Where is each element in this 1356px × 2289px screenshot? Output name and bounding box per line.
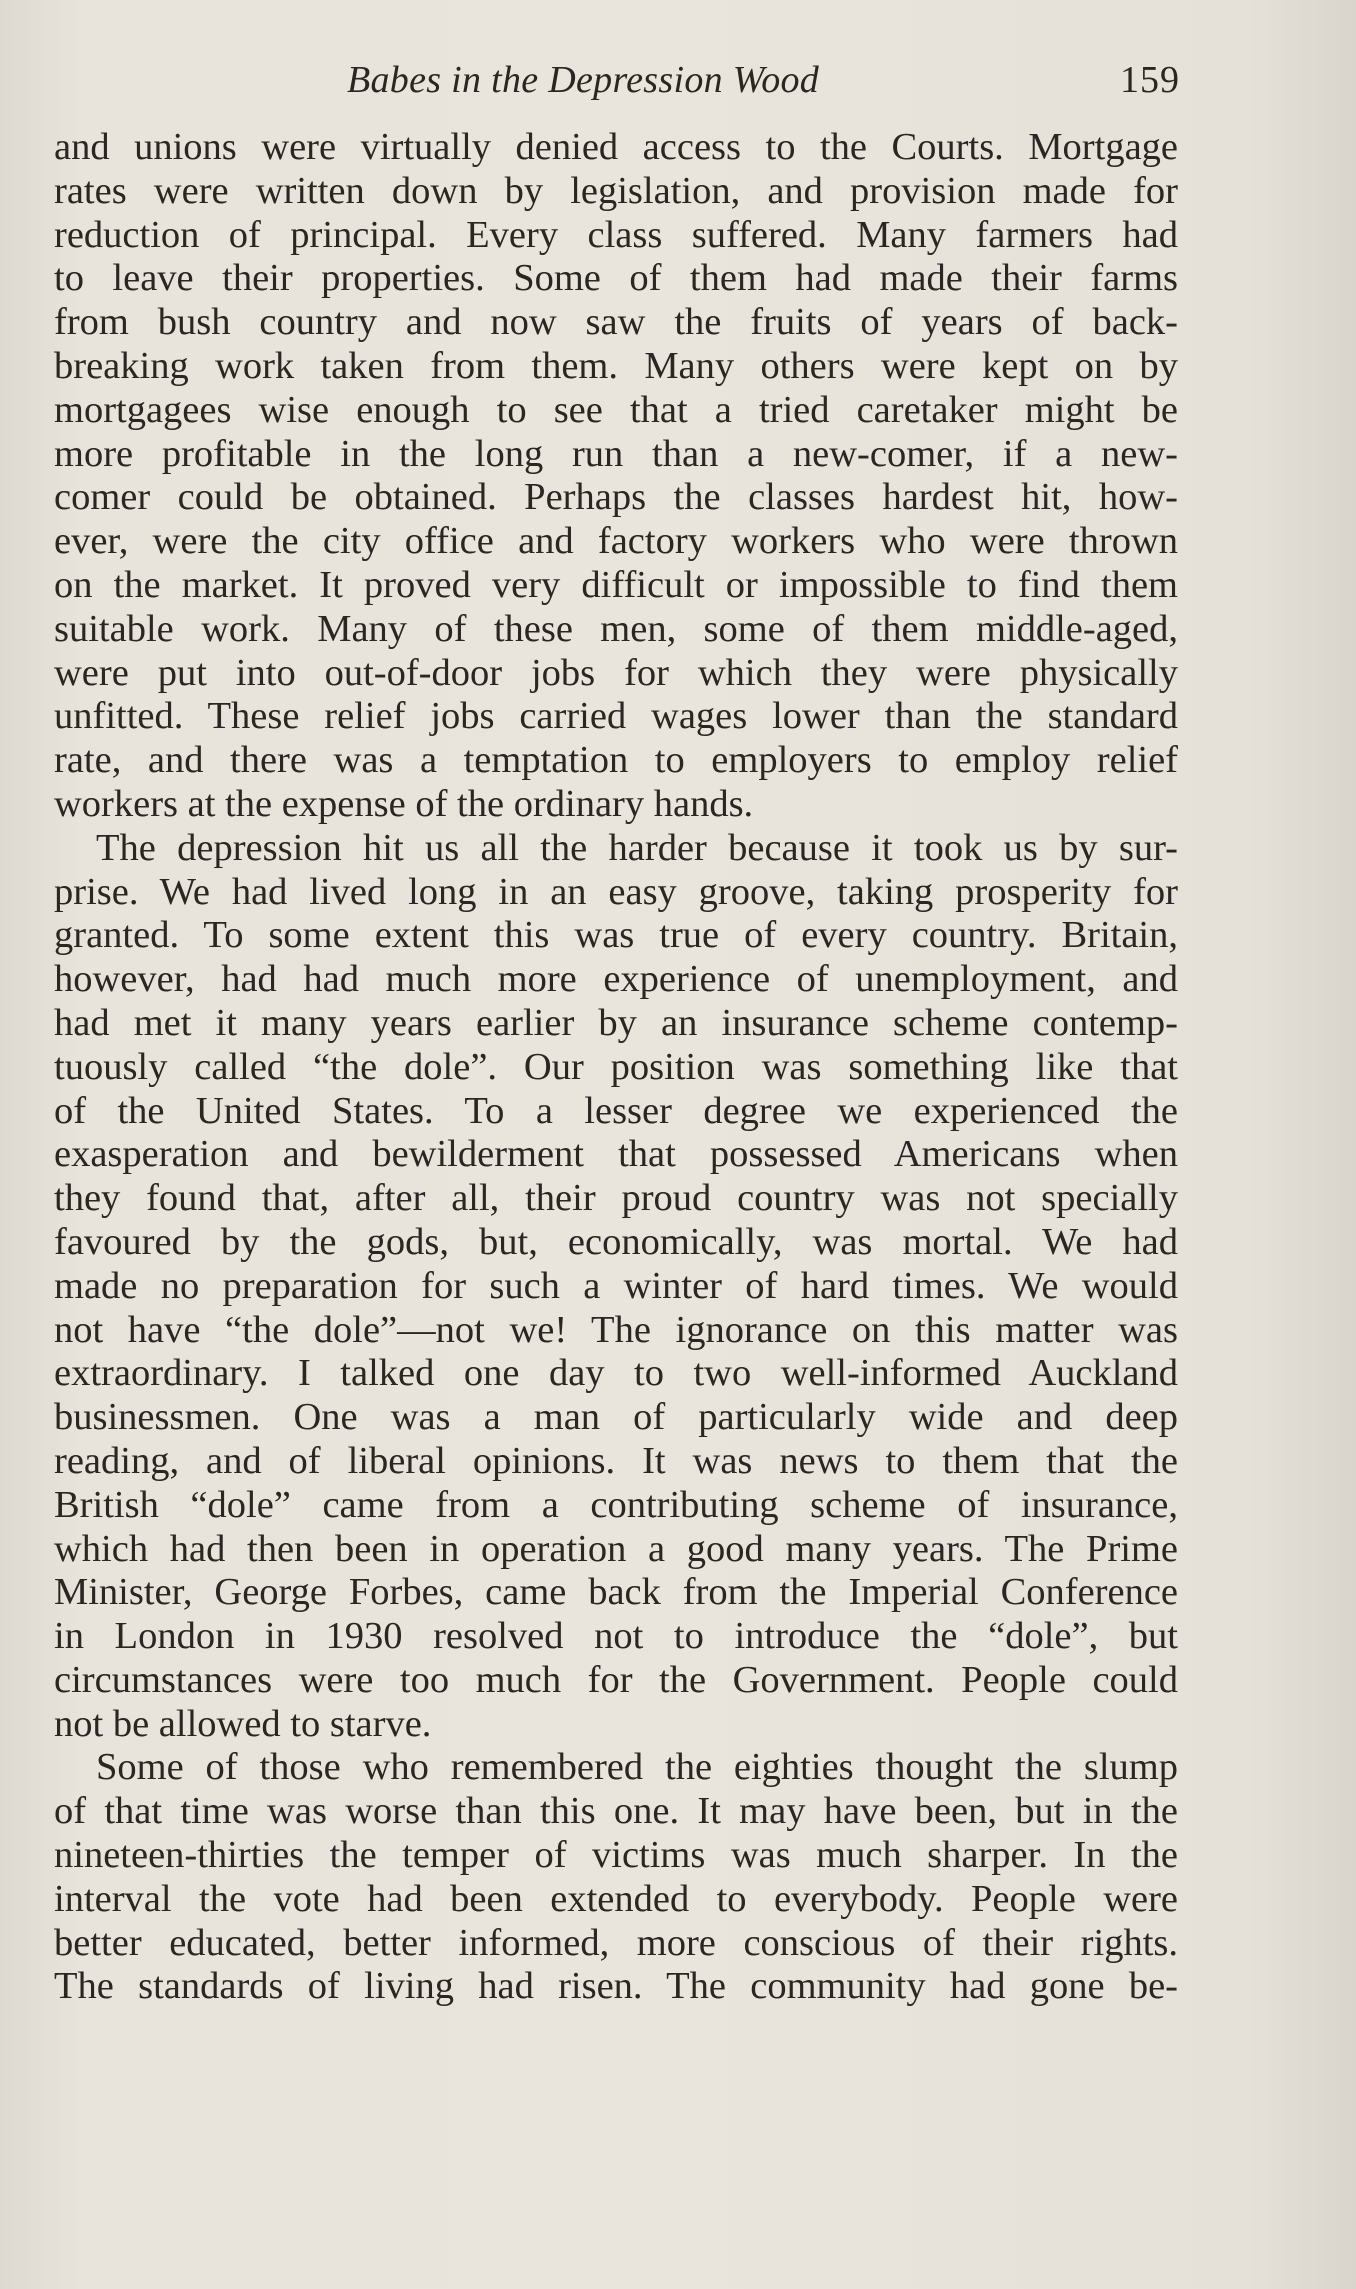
paragraph-1 — [54, 126, 1178, 827]
paragraph-2 — [54, 827, 1178, 1747]
text-line: of the United States. To a lesser degree we experienced the — [54, 1089, 1178, 1132]
text-line: were put into out-of-door jobs for which they were physically — [54, 651, 1178, 694]
text-line: not have “the dole”—not we! The ignorance on this matter was — [54, 1308, 1178, 1351]
running-head — [54, 58, 1180, 108]
text-line: extraordinary. I talked one day to two well-informed Auckland — [54, 1352, 1178, 1395]
text-line: they found that, after all, their proud country was not specially — [54, 1177, 1178, 1220]
text-line: British “dole” came from a contributing scheme of insurance, — [54, 1483, 1178, 1526]
text-line: favoured by the gods, but, economically, was mortal. We had — [54, 1220, 1178, 1263]
body-text — [54, 126, 1178, 2009]
text-line: reading, and of liberal opinions. It was news to them that the — [54, 1439, 1178, 1482]
text-line: exasperation and bewilderment that possessed Americans when — [54, 1133, 1178, 1176]
text-line: nineteen-thirties the temper of victims was much sharper. In the — [54, 1834, 1178, 1877]
text-line: interval the vote had been extended to everybody. People were — [54, 1877, 1178, 1920]
text-line: businessmen. One was a man of particularly wide and deep — [54, 1396, 1178, 1439]
text-line: Minister, George Forbes, came back from the Imperial Conference — [54, 1571, 1178, 1614]
text-line: from bush country and now saw the fruits of years of back- — [54, 301, 1178, 344]
paragraph-3 — [54, 1746, 1178, 2009]
text-line: rate, and there was a temptation to employers to employ relief — [54, 739, 1178, 782]
text-line: prise. We had lived long in an easy groove, taking prosperity for — [54, 870, 1178, 913]
text-line: circumstances were too much for the Government. People could — [54, 1658, 1178, 1701]
text-line: suitable work. Many of these men, some of them middle-aged, — [54, 607, 1178, 650]
text-line: which had then been in operation a good many years. The Prime — [54, 1527, 1178, 1570]
text-line: mortgagees wise enough to see that a tried caretaker might be — [54, 388, 1178, 431]
text-line: unfitted. These relief jobs carried wages lower than the standard — [54, 695, 1178, 738]
text-line: not be allowed to starve. — [54, 1702, 432, 1745]
text-line: made no preparation for such a winter of hard times. We would — [54, 1264, 1178, 1307]
text-line: had met it many years earlier by an insurance scheme contemp- — [54, 1001, 1178, 1044]
text-line: more profitable in the long run than a new-comer, if a new- — [54, 432, 1178, 475]
text-line: The depression hit us all the harder because it took us by sur- — [96, 826, 1178, 869]
text-line: better educated, better informed, more conscious of their rights. — [54, 1921, 1178, 1964]
text-line: The standards of living had risen. The community had gone be- — [54, 1965, 1178, 2008]
running-title: Babes in the Depression Wood — [347, 59, 820, 101]
text-line: reduction of principal. Every class suffered. Many farmers had — [54, 213, 1178, 256]
text-line: ever, were the city office and factory workers who were thrown — [54, 520, 1178, 563]
text-line: on the market. It proved very difficult or impossible to find them — [54, 563, 1178, 606]
text-line: of that time was worse than this one. It may have been, but in the — [54, 1790, 1178, 1833]
text-line: rates were written down by legislation, and provision made for — [54, 169, 1178, 212]
text-line: breaking work taken from them. Many others were kept on by — [54, 344, 1178, 387]
text-line: to leave their properties. Some of them had made their farms — [54, 257, 1178, 300]
text-line: tuously called “the dole”. Our position was something like that — [54, 1045, 1178, 1088]
text-line: in London in 1930 resolved not to introduce the “dole”, but — [54, 1615, 1178, 1658]
text-line: granted. To some extent this was true of every country. Britain, — [54, 914, 1178, 957]
text-line: and unions were virtually denied access to the Courts. Mortgage — [54, 126, 1178, 168]
text-line: Some of those who remembered the eighties thought the slump — [96, 1746, 1178, 1789]
text-line: comer could be obtained. Perhaps the classes hardest hit, how- — [54, 476, 1178, 519]
text-line: workers at the expense of the ordinary hands. — [54, 782, 754, 825]
page-number: 159 — [1120, 59, 1180, 101]
text-line: however, had had much more experience of unemployment, and — [54, 958, 1178, 1001]
